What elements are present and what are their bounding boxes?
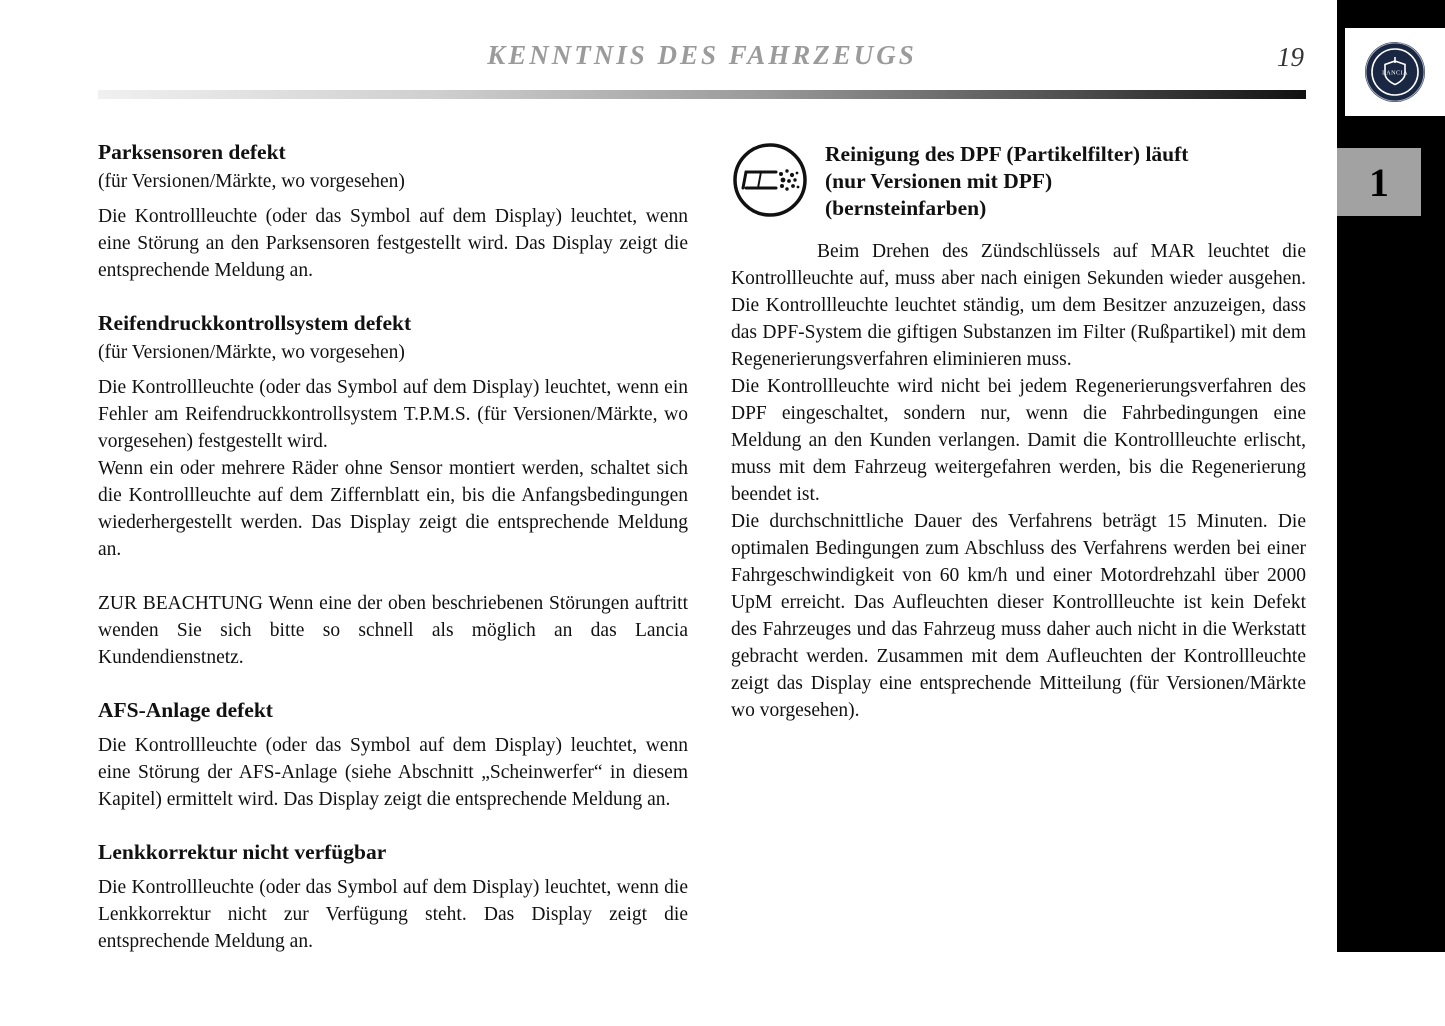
section-heading-parksensoren: Parksensoren defekt: [98, 140, 286, 164]
page-header: [98, 40, 1306, 80]
section-heading-reifendruck: Reifendruckkontrollsystem defekt: [98, 311, 412, 335]
two-column-layout: [98, 139, 1306, 955]
dpf-paragraph: Beim Drehen des Zündschlüssels auf MAR leuchtet die Kontrollleuchte auf, muss aber nach einigen Sekunden wieder ausgehen. Die Kontrollleuchte leuchtet ständig, um dem Besitzer anzuzeigen, dass das DPF-System die giftigen Substanzen im Filter (Rußpartikel) mit dem Regenerierungsverfahren eliminieren muss.: [731, 241, 1306, 370]
dpf-title-line-2: (nur Versionen mit DPF): [825, 169, 1053, 193]
right-column: [731, 139, 1306, 955]
chapter-tab: [1337, 148, 1421, 216]
dpf-warning-icon: [731, 141, 809, 219]
lancia-logo-wordmark: LANCIA: [1382, 69, 1408, 77]
dpf-section-title: [825, 139, 1188, 222]
lancia-logo: [1364, 41, 1426, 103]
page-content: [98, 40, 1306, 955]
dpf-section-header: [731, 139, 1306, 222]
page-title: KENNTNIS DES FAHRZEUGS: [487, 40, 917, 70]
section-paragraph: Die Kontrollleuchte (oder das Symbol auf dem Display) leuchtet, wenn ein Fehler am Reifendruckkontrollsystem T.P.M.S. (für Versionen/Märkte, wo vorgesehen) festgestellt wird.: [98, 377, 688, 452]
header-rule: [98, 90, 1306, 99]
dpf-title-line-1: Reinigung des DPF (Partikelfilter) läuft: [825, 142, 1189, 166]
chapter-number: 1: [1369, 159, 1389, 205]
attention-note: ZUR BEACHTUNG Wenn eine der oben beschriebenen Störungen auftritt wenden Sie sich bitte so schnell als möglich an das Lancia Kundendienstnetz.: [98, 593, 688, 668]
section-paragraph: Wenn ein oder mehrere Räder ohne Sensor montiert werden, schaltet sich die Kontrollleuchte auf dem Ziffernblatt ein, bis die Anfangsbedingungen wiederhergestellt werden. Das Display zeigt die entsprechende Meldung an.: [98, 458, 688, 560]
page-number: 19: [1277, 42, 1304, 72]
section-heading-afs: AFS-Anlage defekt: [98, 698, 273, 722]
dpf-particles: [779, 169, 799, 190]
dpf-paragraph: Die durchschnittliche Dauer des Verfahrens beträgt 15 Minuten. Die optimalen Bedingungen zum Abschluss des Verfahrens werden bei einer Fahrgeschwindigkeit von 60 km/h und einer Motordrehzahl über 2000 UpM erreicht. Das Aufleuchten dieser Kontrollleuchte ist kein Defekt des Fahrzeuges und das Fahrzeug muss daher auch nicht in die Werkstatt gebracht werden. Zusammen mit dem Aufleuchten der Kontrollleuchte zeigt das Display eine entsprechende Mitteilung (für Versionen/Märkte wo vorgesehen).: [731, 511, 1306, 721]
section-paragraph: Die Kontrollleuchte (oder das Symbol auf dem Display) leuchtet, wenn die Lenkkorrektur nicht zur Verfügung steht. Das Display zeigt die entsprechende Meldung an.: [98, 877, 688, 952]
section-heading-lenkkorrektur: Lenkkorrektur nicht verfügbar: [98, 840, 387, 864]
sidebar-band: [1337, 0, 1445, 952]
section-paragraph: Die Kontrollleuchte (oder das Symbol auf dem Display) leuchtet, wenn eine Störung der AFS-Anlage (siehe Abschnitt „Scheinwerfer“ in diesem Kapitel) ermittelt wird. Das Display zeigt die entsprechende Meldung an.: [98, 735, 688, 810]
dpf-paragraph: Die Kontrollleuchte wird nicht bei jedem Regenerierungsverfahren des DPF eingeschaltet, sondern nur, wenn die Fahrbedingungen eine Meldung an den Kunden verlangen. Damit die Kontrollleuchte erlischt, muss mit dem Fahrzeug weitergefahren werden, bis die Regenerierung beendet ist.: [731, 376, 1306, 505]
section-paragraph: Die Kontrollleuchte (oder das Symbol auf dem Display) leuchtet, wenn eine Störung an den Parksensoren festgestellt wird. Das Display zeigt die entsprechende Meldung an.: [98, 206, 688, 281]
section-subtitle: (für Versionen/Märkte, wo vorgesehen): [98, 342, 405, 363]
dpf-title-line-3: (bernsteinfarben): [825, 196, 987, 220]
logo-patch: [1345, 28, 1445, 116]
section-subtitle: (für Versionen/Märkte, wo vorgesehen): [98, 171, 405, 192]
left-column: [98, 139, 688, 955]
